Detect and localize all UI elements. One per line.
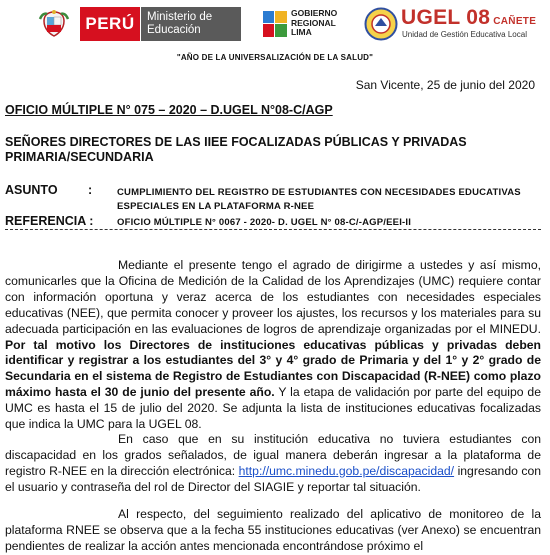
ugel-seal-icon xyxy=(364,7,398,41)
peru-logo-label: PERÚ xyxy=(80,7,140,41)
ugel-subtitle: Unidad de Gestión Educativa Local xyxy=(402,30,527,39)
paragraph-2 xyxy=(5,432,541,496)
peru-coat-of-arms-icon xyxy=(38,9,70,39)
office-number: OFICIO MÚLTIPLE N° 075 – 2020 – D.UGEL N°08-C/AGP xyxy=(5,103,333,117)
paragraph-1-intro: Mediante el presente tengo el agrado de dirigirme a ustedes y así mismo, comunicarles que la Oficina de Medición de la Calidad de los Aprendizajes (UMC) requiere contar con información oportuna y veraz acerca de los estudiantes con necesidades especiales educativas (NEE), que permita conocer y proveer los ajustes, los recursos y los materiales para su adecuada participación en las evaluaciones de logros de aprendizaje organizadas por el MINEDU. xyxy=(5,258,541,336)
subject-label: ASUNTO xyxy=(5,183,58,197)
paragraph-3: Al respecto, del seguimiento realizado del aplicativo de monitoreo de la plataforma RNEE se observa que a la fecha 55 instituciones educativas (ver Anexo) se encuentran pendientes de realizar la acción antes mencionada encontrándose próximo el xyxy=(5,507,541,553)
paragraph-1 xyxy=(5,258,541,433)
ugel-title-text: UGEL 08 xyxy=(401,6,491,29)
reference-label: REFERENCIA : xyxy=(5,214,94,228)
place-date: San Vicente, 25 de junio del 2020 xyxy=(355,78,535,92)
paragraph-1-validation: Y la etapa de validación por parte del equipo de UMC es hasta el 15 de julio del 2020. Se adjunta la lista de instituciones educativas focalizadas que indica la UMC para la UGEL 08. xyxy=(5,385,541,432)
paragraph-2-end: ingresando con el usuario y contraseña del rol de Director del SIAGIE y reportar tal situación. xyxy=(5,463,542,494)
regional-government-label: GOBIERNO REGIONAL LIMA xyxy=(291,8,338,37)
registration-link[interactable]: http://umc.minedu.gob.pe/discapacidad/ xyxy=(238,463,455,478)
year-motto: "AÑO DE LA UNIVERSALIZACIÓN DE LA SALUD" xyxy=(176,53,374,62)
paragraph-1-deadline: Por tal motivo los Directores de instituciones educativas públicas y privadas deben identificar y registrar a los estudiantes del 3° y 4° grado de Primaria y del 1° y 2° grado de Secundaria en el sistema de Registro de Estudiantes con Discapacidad (R-NEE) como plazo máximo hasta el 30 de junio del presente año. xyxy=(5,337,541,400)
reference-text: OFICIO MÚLTIPLE N° 0067 - 2020- D. UGEL N° 08-C/-AGP/EEI-II xyxy=(117,217,412,228)
ugel-place-text: CAÑETE xyxy=(493,16,537,27)
dashed-divider xyxy=(5,229,541,230)
subject-text: CUMPLIMIENTO DEL REGISTRO DE ESTUDIANTES CON NECESIDADES EDUCATIVAS ESPECIALES EN LA PLATAFORMA R-NEE xyxy=(117,187,521,212)
ministry-logo-label: Ministerio de Educación xyxy=(141,7,241,41)
subject-colon: : xyxy=(88,183,93,197)
addressee: SEÑORES DIRECTORES DE LAS IIEE FOCALIZADAS PÚBLICAS Y PRIVADAS PRIMARIA/SECUNDARIA xyxy=(5,135,467,164)
paragraph-2-intro: En caso que en su institución educativa no tuviera estudiantes con discapacidad en los grados señalados, de igual manera deberán ingresar a la plataforma de registro R-NEE en la dirección electrónica: xyxy=(5,432,541,478)
ugel-logo-title xyxy=(401,6,536,30)
regional-government-logo-icon xyxy=(262,10,288,38)
